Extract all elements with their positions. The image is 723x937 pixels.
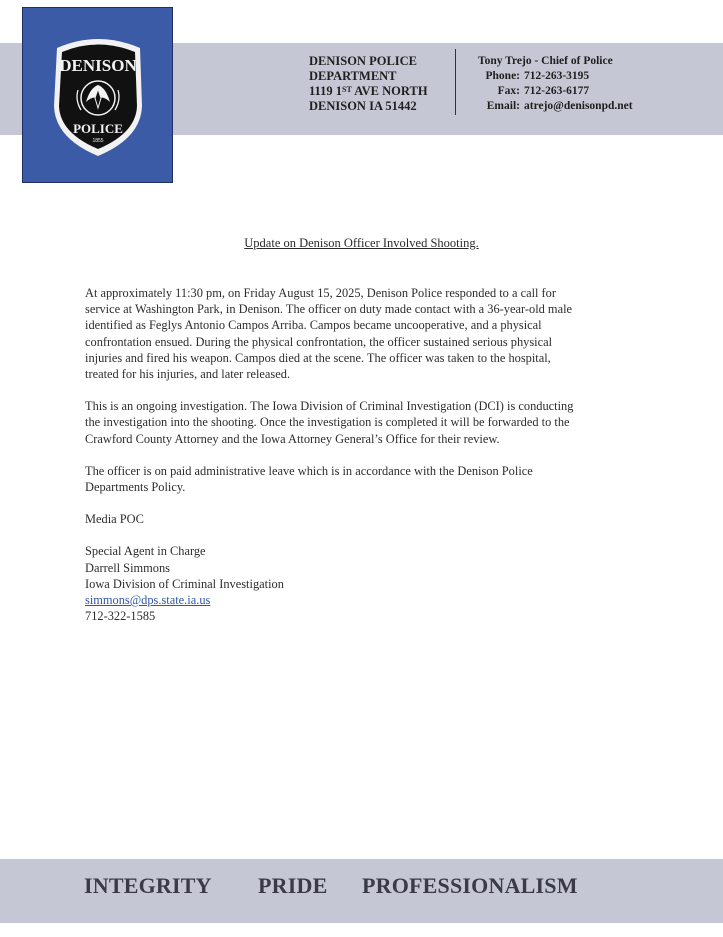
chief-name: Tony Trejo - Chief of Police	[478, 55, 613, 67]
fax-row	[470, 84, 633, 99]
page-title: Update on Denison Officer Involved Shooting.	[244, 236, 479, 250]
paragraph-leave	[85, 463, 645, 495]
body-line: This is an ongoing investigation. The Iowa Division of Criminal Investigation (DCI) is conducting	[85, 399, 574, 414]
footer-integrity: INTEGRITY	[84, 873, 212, 898]
logo-top-text: DENISON	[59, 56, 137, 75]
chief-contact	[470, 54, 633, 114]
body-line: treated for his injuries, and later released.	[85, 367, 291, 382]
poc-title: Special Agent in Charge	[85, 544, 206, 559]
department-city: DENISON IA 51442	[309, 99, 417, 113]
body-line: injuries and fired his weapon. Campos died at the scene. The officer was taken to the hospital,	[85, 350, 551, 365]
poc-phone: 712-322-1585	[85, 609, 156, 624]
footer-pride: PRIDE	[258, 873, 328, 898]
fax-number: 712-263-6177	[524, 85, 590, 97]
police-badge-icon	[49, 34, 148, 158]
press-release-body	[85, 285, 645, 624]
fax-label: Fax:	[497, 85, 520, 97]
body-line: The officer is on paid administrative leave which is in accordance with the Denison Police	[85, 463, 533, 478]
street-name: AVE NORTH	[351, 84, 428, 98]
body-line: service at Washington Park, in Denison. The officer on duty made contact with a 36-year-old male	[85, 302, 573, 317]
paragraph-investigation	[85, 398, 645, 447]
poc-org: Iowa Division of Criminal Investigation	[85, 576, 284, 591]
logo-bottom-text: POLICE	[73, 121, 123, 136]
footer-band	[0, 859, 723, 923]
department-address	[309, 54, 428, 114]
department-name-line2: DEPARTMENT	[309, 69, 397, 83]
body-line: Departments Policy.	[85, 480, 186, 495]
phone-row	[470, 69, 633, 84]
phone-number: 712-263-3195	[524, 70, 590, 82]
department-logo	[22, 7, 173, 183]
department-street	[309, 84, 428, 99]
footer-professionalism: PROFESSIONALISM	[362, 873, 578, 898]
header-divider	[455, 49, 456, 115]
chief-email[interactable]: atrejo@denisonpd.net	[524, 100, 633, 112]
poc-email-link[interactable]: simmons@dps.state.ia.us	[85, 593, 211, 608]
paragraph-incident	[85, 285, 645, 382]
media-poc-heading: Media POC	[85, 512, 144, 527]
poc-contact	[85, 543, 645, 624]
email-label: Email:	[486, 100, 520, 112]
body-line: Crawford County Attorney and the Iowa Attorney General’s Office for their review.	[85, 431, 500, 446]
body-line: confrontation ensued. During the physical confrontation, the officer sustained serious physical	[85, 334, 553, 349]
phone-label: Phone:	[485, 70, 520, 82]
street-number: 1119 1	[309, 84, 342, 98]
logo-year: 1855	[92, 138, 104, 144]
body-line: the investigation into the shooting. Once the investigation is completed it will be forwarded to the	[85, 415, 570, 430]
email-row	[470, 99, 633, 114]
department-name-line1: DENISON POLICE	[309, 54, 418, 68]
body-line: identified as Feglys Antonio Campos Arriba. Campos became uncooperative, and a physical	[85, 318, 542, 333]
street-suffix: ST	[342, 85, 352, 94]
poc-name: Darrell Simmons	[85, 560, 171, 575]
body-line: At approximately 11:30 pm, on Friday August 15, 2025, Denison Police responded to a call for	[85, 286, 557, 300]
